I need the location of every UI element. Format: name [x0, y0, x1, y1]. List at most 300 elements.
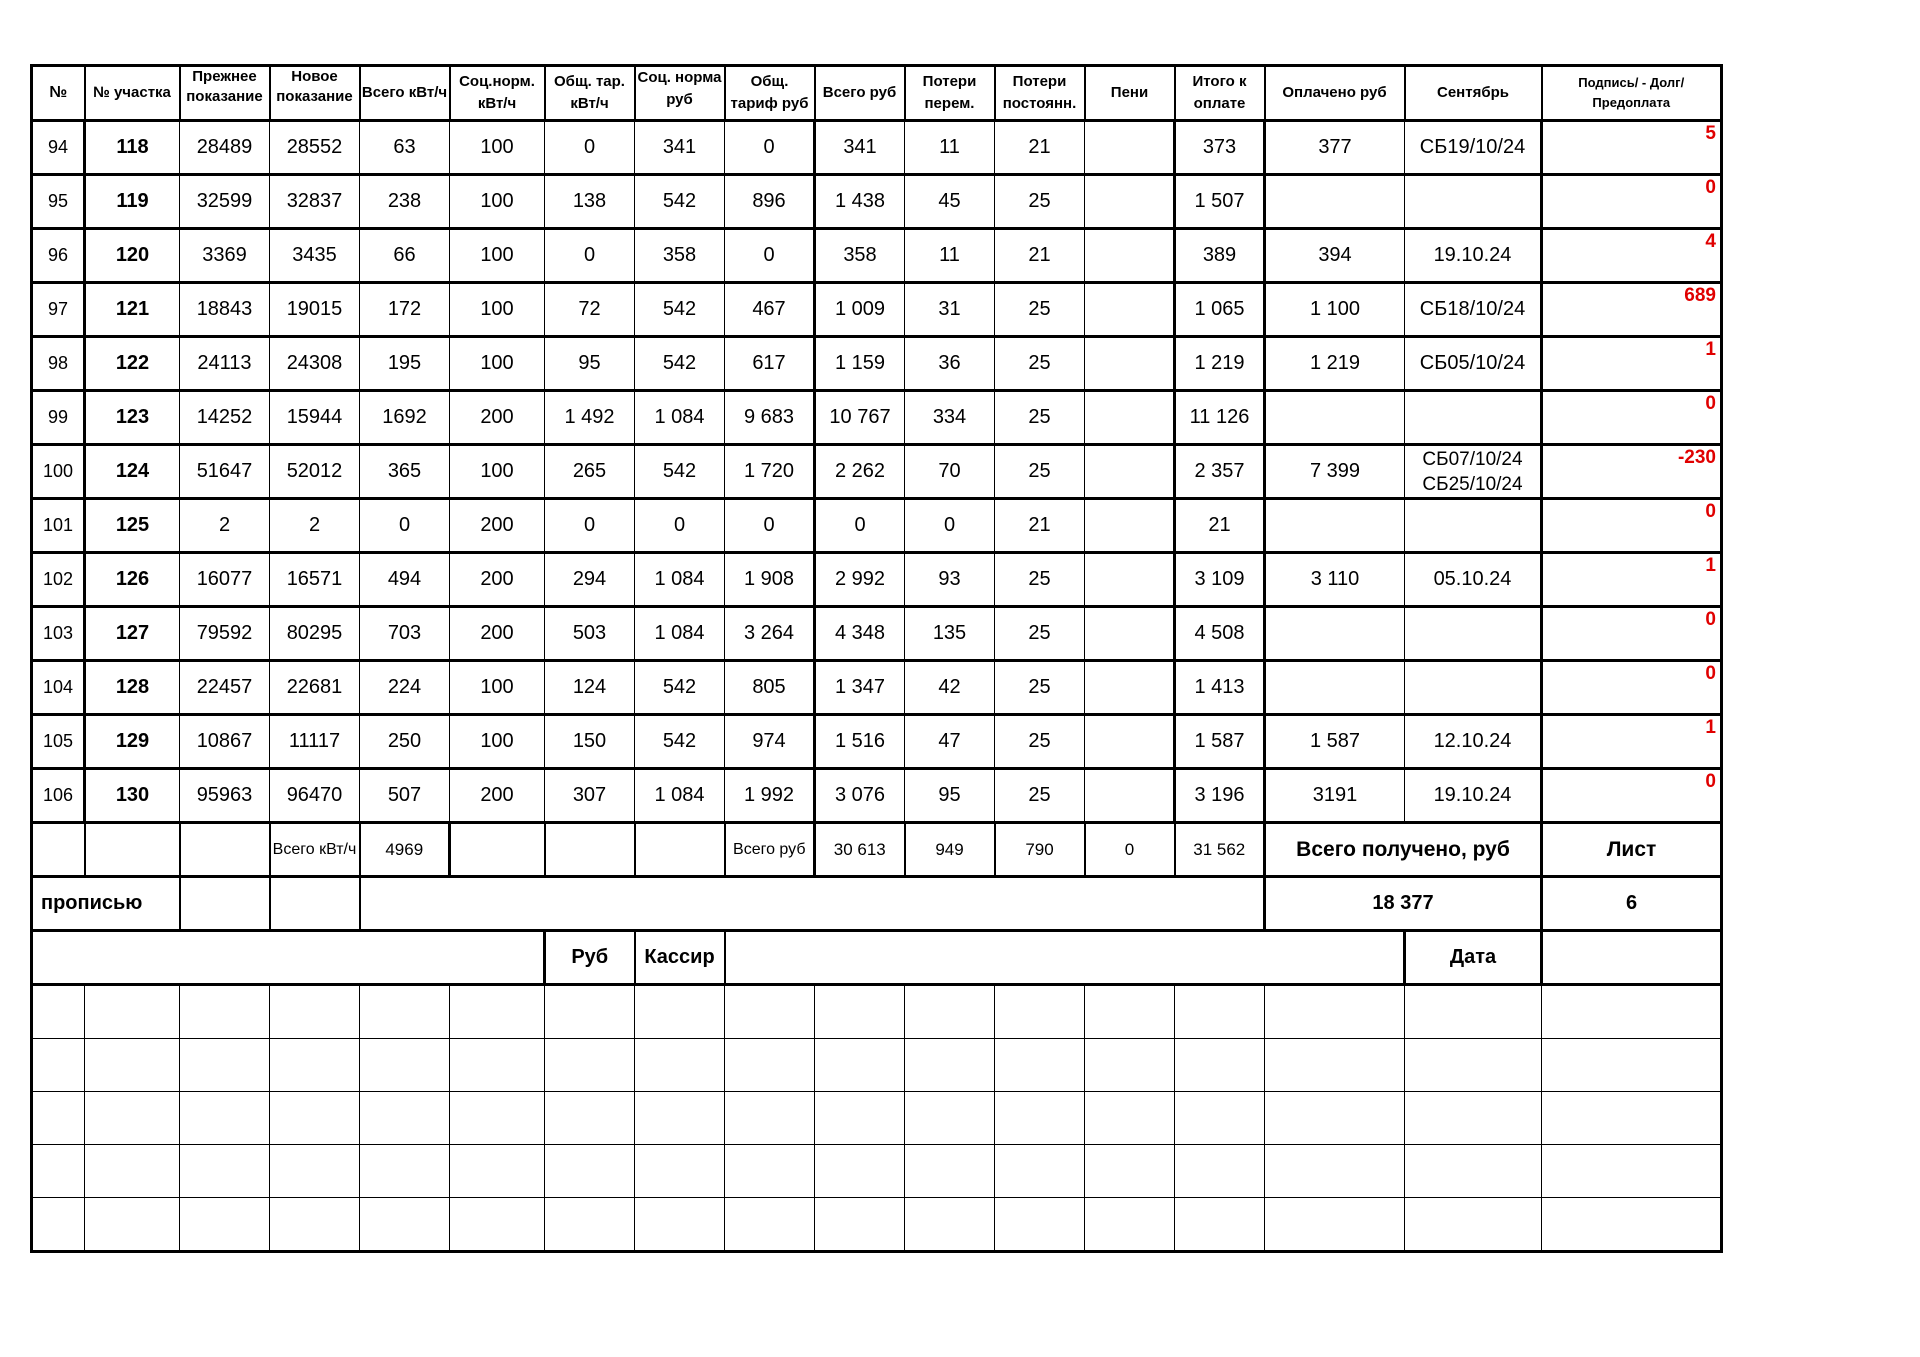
empty-cell: [635, 1145, 725, 1198]
kwh-total: 703: [360, 607, 450, 661]
sheet-number: 6: [1542, 877, 1722, 931]
table-row: [32, 283, 1722, 337]
totals-kwh-label: Всего кВт/ч: [270, 823, 360, 877]
debt-balance: 0: [1542, 661, 1722, 715]
empty-cell: [635, 1092, 725, 1145]
paid-amount: 3 110: [1265, 553, 1405, 607]
amount-due: 11 126: [1175, 391, 1265, 445]
prev-reading: 79592: [180, 607, 270, 661]
empty-cell: [180, 985, 270, 1039]
plot-number: 119: [85, 175, 180, 229]
empty-cell: [905, 1039, 995, 1092]
plot-number: 120: [85, 229, 180, 283]
payment-date: [1405, 175, 1542, 229]
tariff-kwh: 503: [545, 607, 635, 661]
date-label: Дата: [1405, 931, 1542, 985]
blank-row: [32, 1039, 1722, 1092]
row-num: 105: [32, 715, 85, 769]
amount-due: 4 508: [1175, 607, 1265, 661]
empty-cell: [270, 1092, 360, 1145]
plot-number: 118: [85, 121, 180, 175]
kwh-total: 195: [360, 337, 450, 391]
prev-reading: 22457: [180, 661, 270, 715]
loss-var: 11: [905, 121, 995, 175]
amount-due: 373: [1175, 121, 1265, 175]
loss-var: 0: [905, 499, 995, 553]
header-tariff-kwh: Общ. тар. кВт/ч: [545, 66, 635, 121]
paid-amount: 1 100: [1265, 283, 1405, 337]
empty-cell: [450, 1198, 545, 1252]
table-row: [32, 553, 1722, 607]
peni: [1085, 553, 1175, 607]
social-kwh: 200: [450, 391, 545, 445]
table-row: [32, 661, 1722, 715]
kwh-total: 365: [360, 445, 450, 499]
payment-date: [1405, 499, 1542, 553]
table-row: [32, 175, 1722, 229]
tariff-rub: 1 992: [725, 769, 815, 823]
loss-const: 21: [995, 499, 1085, 553]
payment-date: [1405, 445, 1542, 499]
loss-var: 42: [905, 661, 995, 715]
header-paid: Оплачено руб: [1265, 66, 1405, 121]
empty-cell: [725, 1039, 815, 1092]
row-num: 104: [32, 661, 85, 715]
empty-cell: [85, 1039, 180, 1092]
tariff-rub: 467: [725, 283, 815, 337]
empty-cell: [1175, 1198, 1265, 1252]
blank-row: [32, 985, 1722, 1039]
new-reading: 22681: [270, 661, 360, 715]
header-social-kwh: Соц.норм. кВт/ч: [450, 66, 545, 121]
loss-const: 21: [995, 229, 1085, 283]
amount-due: 1 507: [1175, 175, 1265, 229]
tariff-kwh: 294: [545, 553, 635, 607]
cashier-row: [32, 931, 1722, 985]
empty-cell: [815, 1039, 905, 1092]
tariff-rub: 3 264: [725, 607, 815, 661]
empty-cell: [1542, 1039, 1722, 1092]
empty-cell: [450, 985, 545, 1039]
loss-const: 25: [995, 283, 1085, 337]
empty-cell: [1085, 1145, 1175, 1198]
table-row: [32, 445, 1722, 499]
empty-cell: [1265, 985, 1405, 1039]
row-num: 100: [32, 445, 85, 499]
loss-var: 45: [905, 175, 995, 229]
new-reading: 16571: [270, 553, 360, 607]
amount-due: 2 357: [1175, 445, 1265, 499]
empty-cell: [1405, 1092, 1542, 1145]
social-rub: 358: [635, 229, 725, 283]
amount-due: 1 065: [1175, 283, 1265, 337]
empty-cell: [815, 1092, 905, 1145]
plot-number: 123: [85, 391, 180, 445]
new-reading: 19015: [270, 283, 360, 337]
empty-cell: [32, 1145, 85, 1198]
table-row: [32, 499, 1722, 553]
social-kwh: 200: [450, 769, 545, 823]
loss-var: 31: [905, 283, 995, 337]
empty-cell: [270, 1145, 360, 1198]
empty-cell: [1542, 1092, 1722, 1145]
paid-amount: 1 587: [1265, 715, 1405, 769]
loss-const: 21: [995, 121, 1085, 175]
plot-number: 126: [85, 553, 180, 607]
summary-row: [32, 877, 1722, 931]
payment-date: СБ19/10/24: [1405, 121, 1542, 175]
tariff-rub: 1 908: [725, 553, 815, 607]
header-plot: № участка: [85, 66, 180, 121]
peni: [1085, 229, 1175, 283]
social-rub: 542: [635, 661, 725, 715]
plot-number: 122: [85, 337, 180, 391]
empty-cell: [270, 1198, 360, 1252]
kwh-total: 1692: [360, 391, 450, 445]
peni: [1085, 391, 1175, 445]
empty-cell: [725, 1198, 815, 1252]
empty-cell: [905, 1145, 995, 1198]
header-num: №: [32, 66, 85, 121]
empty-cell: [85, 1092, 180, 1145]
header-social-rub-text: Соц. норма руб: [637, 69, 722, 108]
empty-cell: [1405, 1198, 1542, 1252]
empty-cell: [32, 823, 85, 877]
empty-cell: [545, 1145, 635, 1198]
blank-row: [32, 1198, 1722, 1252]
tariff-kwh: 138: [545, 175, 635, 229]
debt-balance: 0: [1542, 607, 1722, 661]
empty-cell: [1265, 1092, 1405, 1145]
payment-date-line: СБ07/10/24: [1422, 448, 1523, 470]
table-row: [32, 337, 1722, 391]
plot-number: 125: [85, 499, 180, 553]
header-loss-var: Потери перем.: [905, 66, 995, 121]
table-row: [32, 391, 1722, 445]
empty-cell: [635, 823, 725, 877]
empty-cell: [180, 877, 270, 931]
social-rub: 1 084: [635, 391, 725, 445]
social-kwh: 200: [450, 553, 545, 607]
prev-reading: 32599: [180, 175, 270, 229]
loss-const: 25: [995, 607, 1085, 661]
peni: [1085, 769, 1175, 823]
empty-cell: [815, 1145, 905, 1198]
debt-balance: 0: [1542, 175, 1722, 229]
loss-var: 95: [905, 769, 995, 823]
header-month: Сентябрь: [1405, 66, 1542, 121]
total-rub: 3 076: [815, 769, 905, 823]
paid-amount: [1265, 175, 1405, 229]
empty-cell: [450, 1039, 545, 1092]
empty-cell: [32, 1198, 85, 1252]
total-rub: 1 159: [815, 337, 905, 391]
empty-cell: [270, 877, 360, 931]
tariff-rub: 1 720: [725, 445, 815, 499]
total-rub: 0: [815, 499, 905, 553]
tariff-rub: 617: [725, 337, 815, 391]
social-rub: 1 084: [635, 769, 725, 823]
received-label: Всего получено, руб: [1265, 823, 1542, 877]
table-row: [32, 121, 1722, 175]
empty-cell: [1265, 1145, 1405, 1198]
prev-reading: 28489: [180, 121, 270, 175]
empty-cell: [180, 1145, 270, 1198]
social-rub: 1 084: [635, 607, 725, 661]
payment-date: [1405, 391, 1542, 445]
empty-cell: [85, 985, 180, 1039]
plot-number: 124: [85, 445, 180, 499]
prev-reading: 95963: [180, 769, 270, 823]
debt-balance: 1: [1542, 715, 1722, 769]
paid-amount: 3191: [1265, 769, 1405, 823]
empty-cell: [1405, 1039, 1542, 1092]
row-num: 95: [32, 175, 85, 229]
tariff-kwh: 1 492: [545, 391, 635, 445]
prev-reading: 14252: [180, 391, 270, 445]
empty-cell: [1265, 1039, 1405, 1092]
table-row: [32, 607, 1722, 661]
empty-cell: [32, 985, 85, 1039]
tariff-kwh: 0: [545, 229, 635, 283]
empty-cell: [545, 1039, 635, 1092]
total-rub: 1 009: [815, 283, 905, 337]
totals-due: 31 562: [1175, 823, 1265, 877]
plot-number: 130: [85, 769, 180, 823]
social-rub: 542: [635, 445, 725, 499]
amount-due: 389: [1175, 229, 1265, 283]
empty-cell: [1175, 1039, 1265, 1092]
payment-date: СБ18/10/24: [1405, 283, 1542, 337]
tariff-rub: 9 683: [725, 391, 815, 445]
empty-cell: [180, 1092, 270, 1145]
amount-due: 3 109: [1175, 553, 1265, 607]
empty-cell: [85, 823, 180, 877]
debt-balance: 5: [1542, 121, 1722, 175]
empty-cell: [995, 985, 1085, 1039]
empty-cell: [1542, 985, 1722, 1039]
payment-date: 19.10.24: [1405, 229, 1542, 283]
total-rub: 1 347: [815, 661, 905, 715]
new-reading: 80295: [270, 607, 360, 661]
totals-peni: 0: [1085, 823, 1175, 877]
peni: [1085, 661, 1175, 715]
kwh-total: 172: [360, 283, 450, 337]
empty-cell: [1085, 985, 1175, 1039]
totals-rub: 30 613: [815, 823, 905, 877]
social-kwh: 200: [450, 499, 545, 553]
kwh-total: 224: [360, 661, 450, 715]
tariff-kwh: 265: [545, 445, 635, 499]
header-new-reading-text: Новое показание: [276, 68, 353, 105]
empty-cell: [270, 1039, 360, 1092]
empty-cell: [1175, 1092, 1265, 1145]
tariff-rub: 0: [725, 499, 815, 553]
plot-number: 121: [85, 283, 180, 337]
total-rub: 358: [815, 229, 905, 283]
date-field: [1542, 931, 1722, 985]
payment-ledger-table: [30, 64, 1723, 1253]
empty-cell: [32, 1092, 85, 1145]
total-rub: 10 767: [815, 391, 905, 445]
empty-cell: [1265, 1198, 1405, 1252]
empty-cell: [180, 1198, 270, 1252]
payment-date: 19.10.24: [1405, 769, 1542, 823]
tariff-kwh: 72: [545, 283, 635, 337]
amount-due: 1 413: [1175, 661, 1265, 715]
social-rub: 542: [635, 175, 725, 229]
prev-reading: 2: [180, 499, 270, 553]
empty-cell: [360, 1039, 450, 1092]
totals-loss-const: 790: [995, 823, 1085, 877]
empty-cell: [360, 985, 450, 1039]
payment-date: 05.10.24: [1405, 553, 1542, 607]
empty-cell: [995, 1039, 1085, 1092]
new-reading: 2: [270, 499, 360, 553]
total-rub: 1 438: [815, 175, 905, 229]
empty-cell: [32, 1039, 85, 1092]
peni: [1085, 445, 1175, 499]
peni: [1085, 121, 1175, 175]
empty-cell: [450, 823, 545, 877]
empty-cell: [180, 823, 270, 877]
tariff-kwh: 150: [545, 715, 635, 769]
social-kwh: 100: [450, 661, 545, 715]
prev-reading: 10867: [180, 715, 270, 769]
tariff-kwh: 307: [545, 769, 635, 823]
new-reading: 52012: [270, 445, 360, 499]
total-rub: 341: [815, 121, 905, 175]
empty-cell: [180, 1039, 270, 1092]
prev-reading: 51647: [180, 445, 270, 499]
empty-cell: [1175, 985, 1265, 1039]
social-rub: 1 084: [635, 553, 725, 607]
social-kwh: 200: [450, 607, 545, 661]
empty-cell: [360, 1145, 450, 1198]
header-social-rub: [635, 66, 725, 121]
row-num: 98: [32, 337, 85, 391]
row-num: 99: [32, 391, 85, 445]
loss-var: 47: [905, 715, 995, 769]
empty-cell: [1085, 1039, 1175, 1092]
debt-balance: 0: [1542, 391, 1722, 445]
social-rub: 542: [635, 283, 725, 337]
table-row: [32, 769, 1722, 823]
social-kwh: 100: [450, 337, 545, 391]
kwh-total: 238: [360, 175, 450, 229]
row-num: 97: [32, 283, 85, 337]
tariff-rub: 805: [725, 661, 815, 715]
paid-amount: 1 219: [1265, 337, 1405, 391]
payment-date: [1405, 661, 1542, 715]
empty-cell: [270, 985, 360, 1039]
header-kwh: Всего кВт/ч: [360, 66, 450, 121]
prev-reading: 3369: [180, 229, 270, 283]
loss-const: 25: [995, 337, 1085, 391]
loss-var: 334: [905, 391, 995, 445]
blank-row: [32, 1145, 1722, 1198]
loss-var: 70: [905, 445, 995, 499]
row-num: 94: [32, 121, 85, 175]
header-due: Итого к оплате: [1175, 66, 1265, 121]
totals-rub-label: Всего руб: [725, 823, 815, 877]
peni: [1085, 283, 1175, 337]
empty-cell: [360, 1198, 450, 1252]
plot-number: 128: [85, 661, 180, 715]
new-reading: 28552: [270, 121, 360, 175]
peni: [1085, 499, 1175, 553]
peni: [1085, 337, 1175, 391]
blank-row: [32, 1092, 1722, 1145]
peni: [1085, 715, 1175, 769]
paid-amount: 7 399: [1265, 445, 1405, 499]
empty-cell: [85, 1198, 180, 1252]
tariff-rub: 0: [725, 121, 815, 175]
social-kwh: 100: [450, 229, 545, 283]
prev-reading: 24113: [180, 337, 270, 391]
paid-amount: [1265, 499, 1405, 553]
new-reading: 11117: [270, 715, 360, 769]
amount-due: 1 587: [1175, 715, 1265, 769]
header-prev-reading-text: Прежнее показание: [186, 68, 263, 105]
debt-balance: 4: [1542, 229, 1722, 283]
total-rub: 2 992: [815, 553, 905, 607]
empty-cell: [1405, 985, 1542, 1039]
empty-cell: [905, 985, 995, 1039]
debt-balance: 0: [1542, 769, 1722, 823]
empty-cell: [725, 1145, 815, 1198]
header-prev-reading: [180, 66, 270, 121]
received-amount: 18 377: [1265, 877, 1542, 931]
row-num: 102: [32, 553, 85, 607]
paid-amount: [1265, 391, 1405, 445]
tariff-rub: 896: [725, 175, 815, 229]
header-row: [32, 66, 1722, 121]
new-reading: 3435: [270, 229, 360, 283]
empty-cell: [995, 1145, 1085, 1198]
empty-cell: [85, 1145, 180, 1198]
plot-number: 127: [85, 607, 180, 661]
new-reading: 24308: [270, 337, 360, 391]
loss-const: 25: [995, 553, 1085, 607]
new-reading: 96470: [270, 769, 360, 823]
loss-var: 93: [905, 553, 995, 607]
social-kwh: 100: [450, 121, 545, 175]
prev-reading: 16077: [180, 553, 270, 607]
empty-cell: [635, 985, 725, 1039]
empty-cell: [995, 1092, 1085, 1145]
kwh-total: 494: [360, 553, 450, 607]
empty-cell: [32, 931, 545, 985]
debt-balance: 689: [1542, 283, 1722, 337]
total-rub: 1 516: [815, 715, 905, 769]
total-rub: 4 348: [815, 607, 905, 661]
tariff-rub: 974: [725, 715, 815, 769]
social-rub: 542: [635, 337, 725, 391]
paid-amount: 377: [1265, 121, 1405, 175]
header-total-rub: Всего руб: [815, 66, 905, 121]
prev-reading: 18843: [180, 283, 270, 337]
loss-const: 25: [995, 175, 1085, 229]
debt-balance: 1: [1542, 553, 1722, 607]
payment-date-line: СБ25/10/24: [1422, 473, 1523, 495]
plot-number: 129: [85, 715, 180, 769]
loss-const: 25: [995, 769, 1085, 823]
debt-balance: 0: [1542, 499, 1722, 553]
totals-row: [32, 823, 1722, 877]
empty-cell: [545, 985, 635, 1039]
social-kwh: 100: [450, 175, 545, 229]
